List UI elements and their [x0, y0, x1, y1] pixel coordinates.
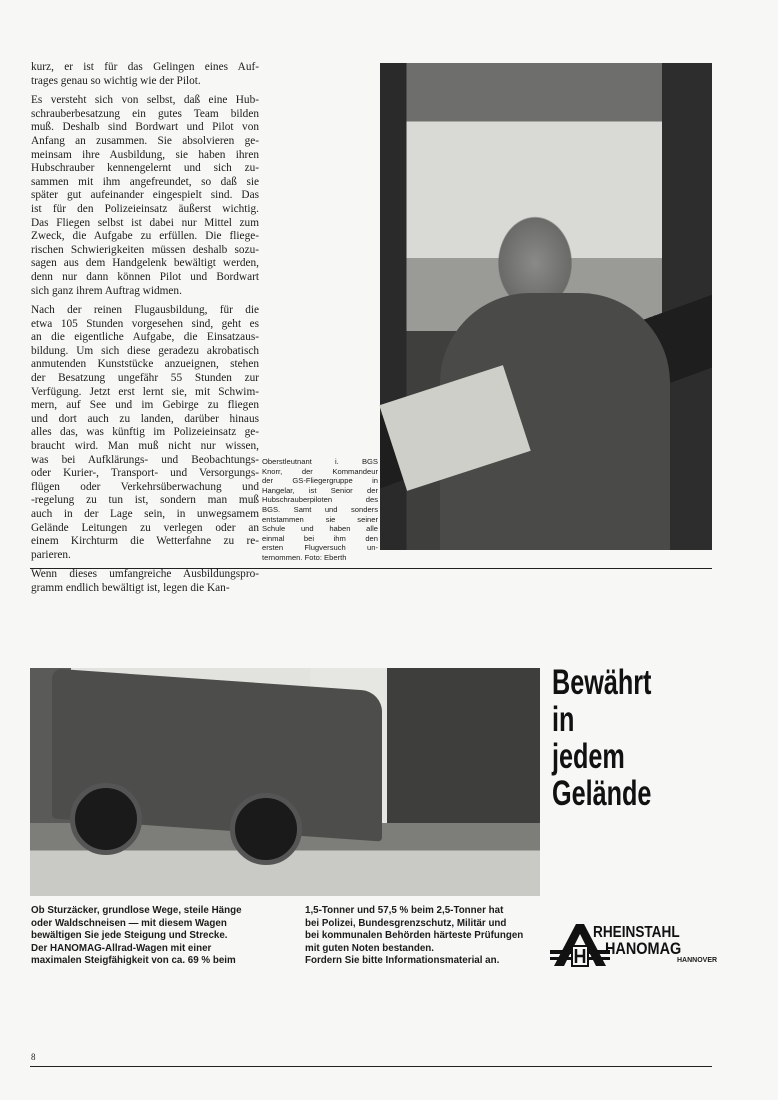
text-line: und dort auch zu landen, darüber hinaus [31, 412, 259, 425]
caption-line: Schule und haben alle [262, 524, 378, 534]
text-line: denn nur dann können Pilot und Bordwart [31, 270, 259, 283]
ad-line: bei kommunalen Behörden härteste Prüfungen [305, 930, 524, 942]
caption-line: ersten Flugversuch un- [262, 543, 378, 553]
text-line: auch in der Lage sein, in unwegsamem [31, 508, 259, 520]
ad-headline [552, 664, 651, 812]
text-line: gramm endlich bewältigt ist, legen die Kan- [31, 581, 230, 594]
caption-line: entstammen sie seiner [262, 514, 378, 524]
text-line: Verfügung. Jetzt erst lernt sie, mit Schwim- [31, 385, 259, 398]
logo-text-rheinstahl: RHEINSTAHL [593, 924, 680, 941]
ad-line: maximalen Steigfähigkeit von ca. 69 % beim [31, 955, 236, 967]
article-paragraph [31, 304, 259, 562]
article-column [31, 61, 259, 602]
photo-caption [262, 457, 378, 563]
text-line: sammen mit ihm angefreundet, so daß sie [31, 175, 259, 188]
logo-text-hannover: HANNOVER [677, 957, 718, 964]
truck-wheel [230, 793, 302, 865]
ad-line: 1,5-Tonner und 57,5 % beim 2,5-Tonner hat [305, 905, 504, 916]
headline-line: jedem [552, 737, 625, 776]
caption-line: ternommen. Foto: Eberth [262, 552, 347, 562]
ad-text-col1 [31, 905, 242, 968]
text-line: sich ganz ihrem Auftrag widmen. [31, 284, 182, 297]
text-line: Nach der reinen Flugausbildung, für die [31, 304, 259, 317]
ad-line: Fordern Sie bitte Informationsmaterial an. [305, 955, 500, 967]
text-line: trages genau so wichtig wie der Pilot. [31, 74, 201, 87]
text-line: etwa 105 Stunden vorgesehen sind, geht es [31, 317, 259, 330]
footer-rule [30, 1066, 712, 1067]
caption-line: einmal bei ihm den [262, 533, 378, 543]
ad-line: oder Waldschneisen — mit diesem Wagen [31, 917, 227, 929]
headline-line: Bewährt [552, 663, 652, 702]
caption-line: BGS. Samt und sonders [262, 504, 378, 514]
section-divider [30, 568, 712, 569]
article-paragraph [31, 94, 259, 298]
text-line: Das Fliegen selbst ist dabei nur Mittel zum [31, 216, 259, 229]
ad-line: Ob Sturzäcker, grundlose Wege, steile Hänge [31, 905, 242, 916]
truck-wheel [70, 783, 142, 855]
text-line: an die eigentliche Aufgabe, die Einsatzaus- [31, 331, 259, 344]
text-line: alles das, was künftig im Polizeieinsatz ge- [31, 426, 259, 439]
ad-photo-truck [30, 668, 540, 896]
rheinstahl-hanomag-logo [550, 920, 730, 968]
text-line: Wenn dieses umfangreiche Ausbildungspro- [31, 568, 259, 581]
text-line: ist für den Polizeieinsatz äußerst wichtig. [31, 202, 259, 215]
caption-line: Hangelar, ist Senior der [262, 485, 378, 495]
ad-line: bei Polizei, Bundesgrenzschutz, Militär und [305, 917, 507, 929]
ad-text-col2 [305, 905, 523, 968]
caption-line: Oberstleutnant i. BGS [262, 457, 378, 466]
text-line: anmutenden Kunststücke anzueignen, stehen [31, 358, 259, 371]
text-line: der Besatzung ungefähr 55 Stunden zur [31, 372, 259, 385]
text-line: bildung. Um sich diese geradezu akrobatisch [31, 344, 259, 357]
text-line: oder Kurier-, Transport- und Versorgungs- [31, 467, 259, 480]
text-line: mern, auf See und im Gebirge zu fliegen [31, 399, 259, 412]
text-line: Es versteht sich von selbst, daß eine Hub- [31, 94, 259, 107]
text-line: einem Kirchturm die Wetterfahne zu re- [31, 535, 259, 548]
text-line: was bei Aufklärungs- und Beobachtungs- [31, 453, 259, 466]
ad-line: Der HANOMAG-Allrad-Wagen mit einer [31, 942, 212, 954]
text-line: sagen aus dem Handgelenk bewältigt werden, [31, 257, 259, 270]
text-line: schrauberbesatzung ein gutes Team bilden [31, 107, 259, 120]
text-line: -regelung zu tun ist, sondern man muß [31, 494, 259, 507]
article-photo-pilot [380, 63, 712, 550]
text-line: später gut aufeinander eingespielt sind. Das [31, 189, 259, 202]
page-number: 8 [31, 1052, 36, 1062]
article-paragraph [31, 568, 259, 595]
text-line: Hubschrauber kennengelernt und sich zu- [31, 162, 259, 175]
text-line: Gelände Leitungen zu verlegen oder an [31, 521, 259, 534]
text-line: meinsam ihre Ausbildung, sie haben ihren [31, 148, 259, 161]
text-line: braucht wird. Man muß nicht nur wissen, [31, 440, 259, 453]
ad-line: bewältigen Sie jede Steigung und Strecke. [31, 930, 228, 942]
ad-line: mit guten Noten bestanden. [305, 942, 434, 954]
text-line: Zweck, die Aufgabe zu erfüllen. Die fliege- [31, 230, 259, 243]
text-line: parieren. [31, 548, 71, 561]
text-line: muß. Deshalb sind Bordwart und Pilot von [31, 121, 259, 134]
text-line: flügen oder Verkehrsüberwachung und [31, 480, 259, 493]
caption-line: Knorr, der Kommandeur [262, 466, 378, 476]
text-line: kurz, er ist für das Gelingen eines Auf- [31, 61, 259, 73]
article-paragraph [31, 61, 259, 88]
caption-line: der GS-Fliegergruppe in [262, 476, 378, 486]
logo-text-hanomag: HANOMAG [605, 939, 682, 958]
text-line: rischen Schwierigkeiten müssen deshalb sozu- [31, 243, 259, 256]
headline-line: in [552, 700, 575, 739]
headline-line: Gelände [552, 774, 652, 813]
text-line: Anfang an zusammen. Sie absolvieren ge- [31, 134, 259, 147]
caption-line: Hubschrauberpiloten des [262, 495, 378, 505]
